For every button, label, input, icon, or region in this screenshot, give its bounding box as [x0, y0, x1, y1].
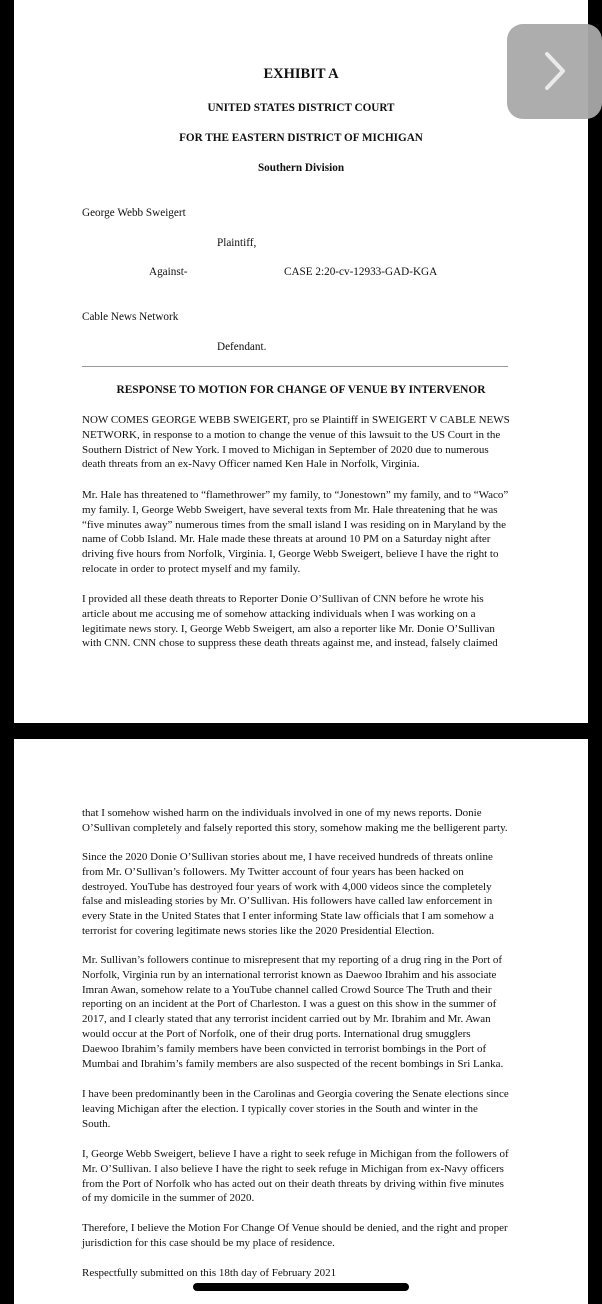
- text-line: Norfolk, Virginia run by an international terrorist known as Daewoo Ibrahim and his associate: [82, 968, 497, 981]
- paragraph-6: [82, 953, 522, 1071]
- division-name: Southern Division: [257, 162, 345, 174]
- text-line: Southern District of New York. I moved to Michigan in September of 2020 due to numerous: [82, 443, 489, 456]
- caption-divider: [82, 366, 508, 367]
- text-line: Therefore, I believe the Motion For Change Of Venue should be denied, and the right and proper: [82, 1222, 508, 1234]
- text-line: driving five hours from Norfolk, Virginia. I, George Webb Sweigert, believe I have the right to: [82, 548, 499, 561]
- exhibit-title: EXHIBIT A: [263, 66, 339, 82]
- paragraph-9: [82, 1221, 522, 1251]
- plaintiff-label: Plaintiff,: [217, 237, 257, 249]
- text-line: from the Port of Norfolk who has acted out on their death threats by driving within five minutes: [82, 1177, 504, 1190]
- defendant-label: Defendant.: [217, 341, 267, 353]
- text-line: my family. I, George Webb Sweigert, have several texts from Mr. Hale threatening that he was: [82, 503, 498, 516]
- text-line: I have been predominantly been in the Carolinas and Georgia covering the Senate elections since: [82, 1088, 509, 1100]
- text-line: death threats from an ex-Navy Officer named Ken Hale in Norfolk, Virginia.: [82, 458, 420, 471]
- paragraph-2: [82, 488, 522, 577]
- against-label: Against-: [149, 266, 188, 278]
- text-line: article about me accusing me of somehow attacking individuals when I was working on a: [82, 607, 476, 620]
- text-line: I provided all these death threats to Reporter Donie O’Sullivan of CNN before he wrote his: [82, 593, 484, 605]
- paragraph-4: [82, 806, 522, 836]
- next-page-button[interactable]: [507, 24, 602, 119]
- text-line: Daewoo Ibrahim’s family members have been convicted in terrorist bombings in the Port of: [82, 1042, 487, 1055]
- text-line: legitimate news story. I, George Webb Sweigert, am also a reporter like Mr. Donie O’Sullivan: [82, 622, 495, 635]
- document-page-1: [14, 0, 588, 723]
- text-line: Mr. O’Sullivan. I also believe I have the right to seek refuge in Michigan from ex-Navy officers: [82, 1162, 504, 1175]
- text-line: reporting on an incident at the Port of Charleston. I was a guest on this show in the summer of: [82, 998, 497, 1011]
- case-number: CASE 2:20-cv-12933-GAD-KGA: [284, 266, 438, 278]
- text-line: NETWORK, in response to a motion to change the venue of this lawsuit to the US Court in the: [82, 428, 501, 441]
- paragraph-1: [82, 413, 522, 472]
- text-line: South.: [82, 1117, 111, 1130]
- paragraph-5: [82, 850, 522, 939]
- text-line: name of Cobb Island. Mr. Hale made these threats at around 10 PM on a Saturday night after: [82, 533, 491, 546]
- paragraph-3: [82, 592, 522, 651]
- motion-title: RESPONSE TO MOTION FOR CHANGE OF VENUE BY INTERVENOR: [116, 384, 486, 396]
- text-line: 2017, and I clearly stated that any terrorist incident carried out by Mr. Ibrahim and Mr. Awan: [82, 1013, 491, 1026]
- text-line: terrorist for covering legitimate news stories like the 2020 Presidential Election.: [82, 924, 435, 937]
- text-line: Imran Awan, somehow relate to a YouTube channel called Crowd Source The Truth and their: [82, 983, 492, 996]
- text-line: from Mr. O’Sullivan’s followers. My Twitter account of four years has been hacked on: [82, 865, 464, 878]
- text-line: Since the 2020 Donie O’Sullivan stories about me, I have received hundreds of threats online: [82, 851, 493, 863]
- text-line: NOW COMES GEORGE WEBB SWEIGERT, pro se Plaintiff in SWEIGERT V CABLE NEWS: [82, 414, 510, 426]
- text-line: would occur at the Port of Norfolk, one of their drug ports. International drug smugglers: [82, 1027, 471, 1040]
- text-line: of my domicile in the summer of 2020.: [82, 1192, 255, 1205]
- text-line: that I somehow wished harm on the individuals involved in one of my news reports. Donie: [82, 807, 482, 819]
- text-line: false and misleading stories by Mr. O’Sullivan. His followers have called law enforcement in: [82, 895, 493, 908]
- text-line: I, George Webb Sweigert, believe I have a right to seek refuge in Michigan from the followers of: [82, 1148, 509, 1160]
- text-line: jurisdiction for this case should be my place of residence.: [82, 1236, 335, 1249]
- paragraph-7: [82, 1087, 522, 1131]
- plaintiff-name: George Webb Sweigert: [82, 207, 186, 219]
- document-page-2: [14, 739, 588, 1304]
- text-line: O’Sullivan completely and falsely reported this story, somehow making me the belligerent party.: [82, 821, 508, 834]
- court-name: UNITED STATES DISTRICT COURT: [207, 102, 395, 114]
- chevron-right-icon: [531, 46, 577, 96]
- text-line: leaving Michigan after the election. I typically cover stories in the South and winter in the: [82, 1102, 478, 1115]
- closing-line: Respectfully submitted on this 18th day of February 2021: [82, 1267, 337, 1279]
- text-line: with CNN. CNN chose to suppress these death threats against me, and instead, falsely claimed: [82, 637, 498, 650]
- text-line: Mr. Sullivan’s followers continue to misrepresent that my reporting of a drug ring in the Port of: [82, 954, 503, 966]
- text-line: Mumbai and Ibrahim’s family members are also suspected of the recent bombings in Sri Lanka.: [82, 1057, 504, 1070]
- home-indicator[interactable]: [193, 1283, 409, 1291]
- text-line: relocate in order to protect myself and my family.: [82, 562, 301, 575]
- text-line: destroyed. YouTube has destroyed four years of work with 4,000 videos since the completely: [82, 880, 492, 893]
- text-line: Mr. Hale has threatened to “flamethrower” my family, to “Jonestown” my family, and to “Waco”: [82, 489, 509, 501]
- district-name: FOR THE EASTERN DISTRICT OF MICHIGAN: [179, 132, 423, 144]
- defendant-name: Cable News Network: [82, 311, 179, 323]
- text-line: every State in the United States that I enter informing State law officials that I am somehow a: [82, 910, 494, 923]
- paragraph-8: [82, 1147, 522, 1206]
- text-line: “five minutes away” numerous times from the small island I was residing on in Maryland by the: [82, 518, 507, 531]
